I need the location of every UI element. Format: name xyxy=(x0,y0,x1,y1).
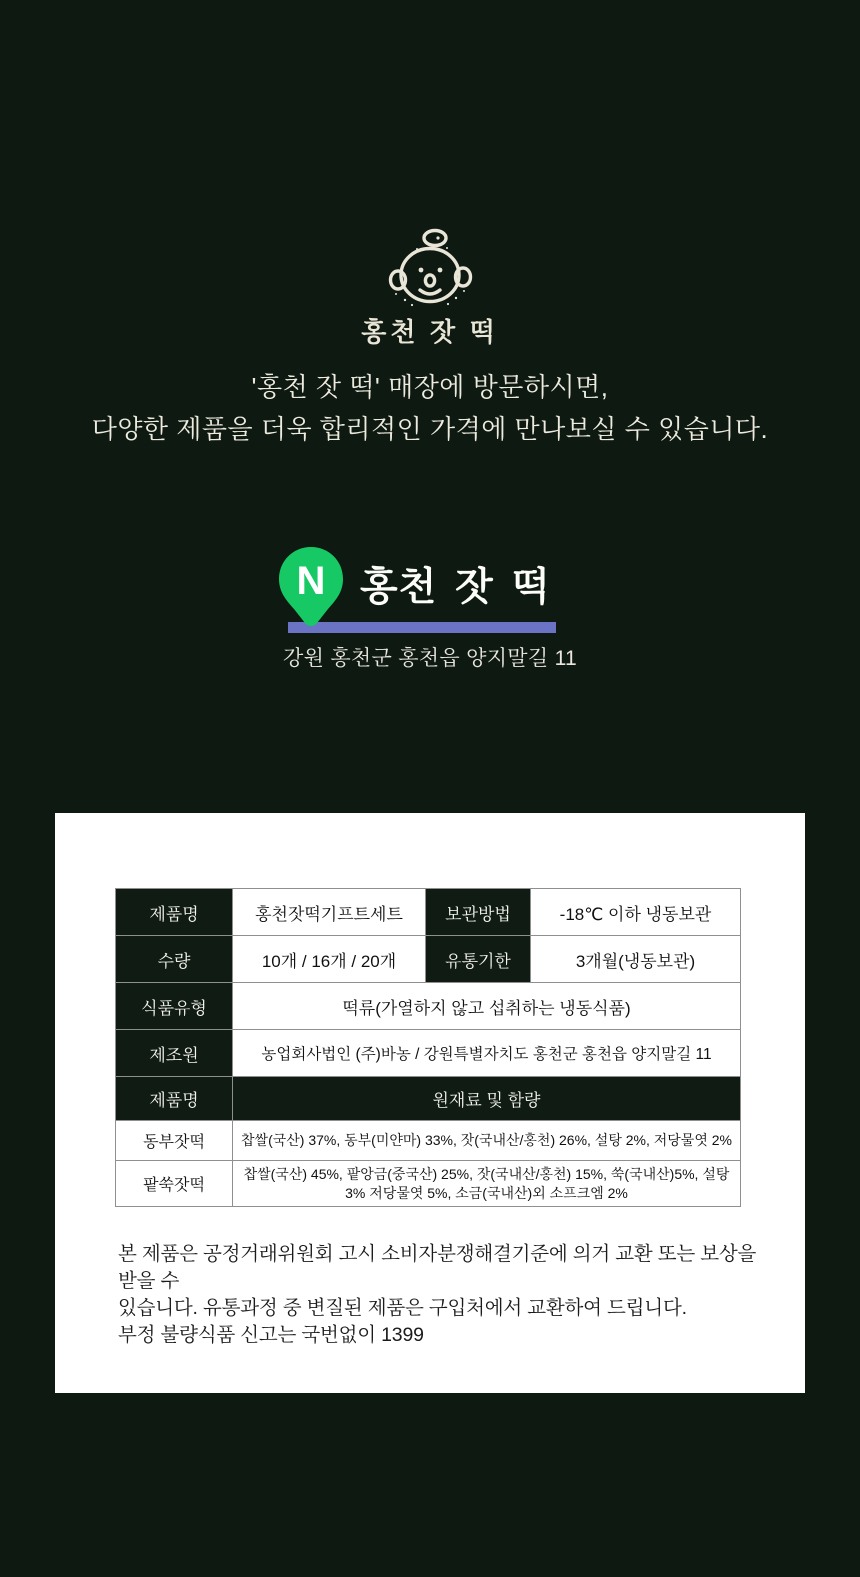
table-label-product-name-2: 제품명 xyxy=(116,1077,233,1121)
table-value-quantity: 10개 / 16개 / 20개 xyxy=(233,936,426,983)
table-row xyxy=(116,1077,741,1121)
table-label-storage: 보관방법 xyxy=(426,889,531,936)
product-info-table xyxy=(115,888,741,1207)
notice-line: 본 제품은 공정거래위원회 고시 소비자분쟁해결기준에 의거 교환 또는 보상을 받을 수 xyxy=(118,1243,757,1292)
mascot-face-icon xyxy=(384,228,476,310)
table-label-quantity: 수량 xyxy=(116,936,233,983)
tagline xyxy=(0,366,860,450)
table-label-dongbu-jat-tteok: 동부잣떡 xyxy=(116,1121,233,1161)
svg-text:N: N xyxy=(296,559,326,603)
table-label-food-type: 식품유형 xyxy=(116,983,233,1030)
table-value-dongbu-ingredients: 찹쌀(국산) 37%, 동부(미얀마) 33%, 잣(국내산/홍천) 26%, 설탕 2%, 저당물엿 2% xyxy=(233,1121,741,1161)
table-row xyxy=(116,983,741,1030)
logo-stamp-text: 홍천 잣 떡 xyxy=(361,318,499,347)
tagline-line-2: 다양한 제품을 더욱 합리적인 가격에 만나보실 수 있습니다. xyxy=(91,414,769,444)
table-label-product-name: 제품명 xyxy=(116,889,233,936)
table-row xyxy=(116,1121,741,1161)
table-label-manufacturer: 제조원 xyxy=(116,1030,233,1077)
notice-line: 부정 불량식품 신고는 국번없이 1399 xyxy=(118,1324,424,1346)
table-value-shelf-life: 3개월(냉동보관) xyxy=(531,936,741,983)
table-value-manufacturer: 농업회사법인 (주)바농 / 강원특별자치도 홍천군 홍천읍 양지말길 11 xyxy=(233,1030,741,1077)
store-address: 강원 홍천군 홍천읍 양지말길 11 xyxy=(283,647,577,670)
tagline-line-1: '홍천 잣 떡' 매장에 방문하시면, xyxy=(251,372,609,402)
table-row xyxy=(116,936,741,983)
notice-line: 있습니다. 유통과정 중 변질된 제품은 구입처에서 교환하여 드립니다. xyxy=(118,1297,687,1319)
table-value-product-name: 홍천잣떡기프트세트 xyxy=(233,889,426,936)
table-label-patssuk-jat-tteok: 팥쑥잣떡 xyxy=(116,1161,233,1207)
table-value-food-type: 떡류(가열하지 않고 섭취하는 냉동식품) xyxy=(233,983,741,1030)
table-value-storage: -18℃ 이하 냉동보관 xyxy=(531,889,741,936)
table-row xyxy=(116,889,741,936)
naver-map-pin-icon xyxy=(276,546,346,640)
table-row xyxy=(116,1030,741,1077)
consumer-notice xyxy=(118,1241,778,1349)
brand-logo xyxy=(0,228,860,349)
table-value-patssuk-ingredients: 찹쌀(국산) 45%, 팥앙금(중국산) 25%, 잣(국내산/홍천) 15%, 쑥(국내산)5%, 설탕 3% 저당물엿 5%, 소금(국내산)외 소프크엠 2% xyxy=(233,1161,741,1207)
table-label-shelf-life: 유통기한 xyxy=(426,936,531,983)
store-name: 홍천 잣 떡 xyxy=(360,566,551,609)
product-info-card xyxy=(55,813,805,1393)
table-row xyxy=(116,1161,741,1207)
table-header-ingredients: 원재료 및 함량 xyxy=(233,1077,741,1121)
